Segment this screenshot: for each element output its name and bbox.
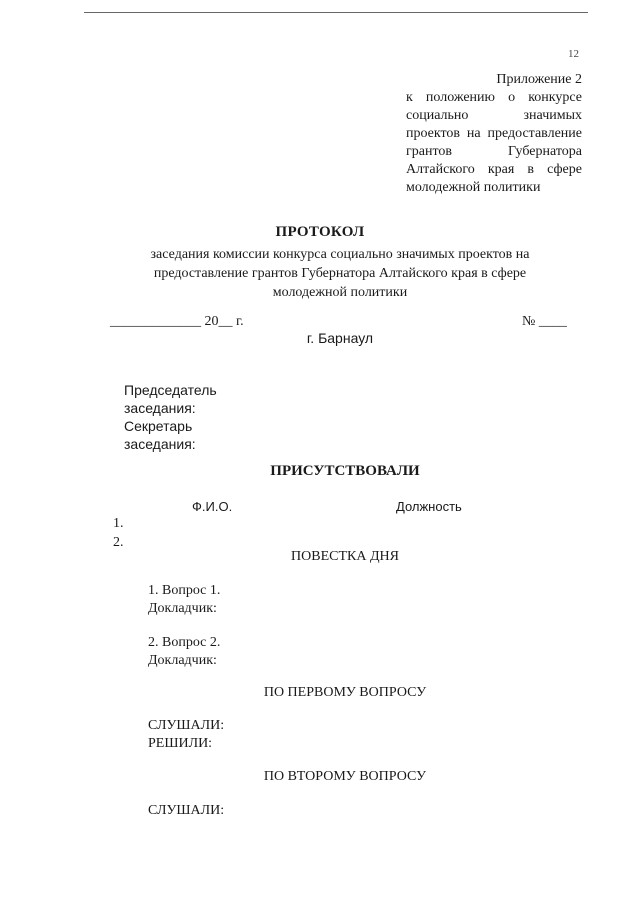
attendee-row-number: 1. — [113, 516, 124, 531]
appendix-line: грантов Губернатора — [406, 144, 582, 159]
heard-label: СЛУШАЛИ: — [148, 718, 225, 733]
present-heading: ПРИСУТСТВОВАЛИ — [270, 463, 420, 479]
page-number: 12 — [568, 48, 579, 60]
appendix-title: Приложение 2 — [496, 72, 582, 87]
appendix-line: молодежной политики — [406, 180, 541, 195]
appendix-line: проектов на предоставление — [406, 126, 582, 141]
subtitle-line: молодежной политики — [272, 285, 408, 300]
subtitle-line: предоставление грантов Губернатора Алтайского края в сфере — [153, 266, 527, 281]
city-label: г. Барнаул — [306, 330, 374, 346]
agenda-question: 1. Вопрос 1. — [148, 583, 221, 598]
column-header-name: Ф.И.О. — [192, 499, 233, 514]
subtitle-line: заседания комиссии конкурса социально значимых проектов на — [150, 247, 530, 262]
second-question-heading: ПО ВТОРОМУ ВОПРОСУ — [263, 769, 427, 784]
heard-label: СЛУШАЛИ: — [148, 803, 225, 818]
attendee-row-number: 2. — [113, 535, 124, 550]
chairman-label: Председатель — [124, 382, 217, 398]
protocol-number-field: № ____ — [522, 314, 567, 329]
agenda-heading: ПОВЕСТКА ДНЯ — [291, 549, 399, 564]
top-border-line — [84, 12, 588, 13]
officials-block — [124, 381, 217, 453]
appendix-line: социально значимых — [406, 108, 582, 123]
first-question-block — [148, 717, 224, 753]
second-question-block — [148, 802, 224, 820]
first-question-heading: ПО ПЕРВОМУ ВОПРОСУ — [263, 685, 427, 700]
agenda-item — [148, 582, 220, 618]
agenda-question: 2. Вопрос 2. — [148, 635, 221, 650]
document-subtitle — [120, 245, 560, 302]
appendix-line: Алтайского края в сфере — [406, 162, 582, 177]
agenda-speaker: Докладчик: — [148, 601, 217, 616]
agenda-item — [148, 634, 220, 670]
document-title: ПРОТОКОЛ — [275, 224, 365, 240]
chairman-meeting-label: заседания: — [124, 400, 196, 416]
date-field: _____________ 20__ г. — [110, 314, 244, 329]
appendix-line: к положению о конкурсе — [406, 90, 582, 105]
secretary-label: Секретарь — [124, 418, 193, 434]
appendix-block — [406, 71, 582, 197]
decided-label: РЕШИЛИ: — [148, 736, 213, 751]
agenda-speaker: Докладчик: — [148, 653, 217, 668]
column-header-position: Должность — [396, 499, 462, 514]
secretary-meeting-label: заседания: — [124, 436, 196, 452]
